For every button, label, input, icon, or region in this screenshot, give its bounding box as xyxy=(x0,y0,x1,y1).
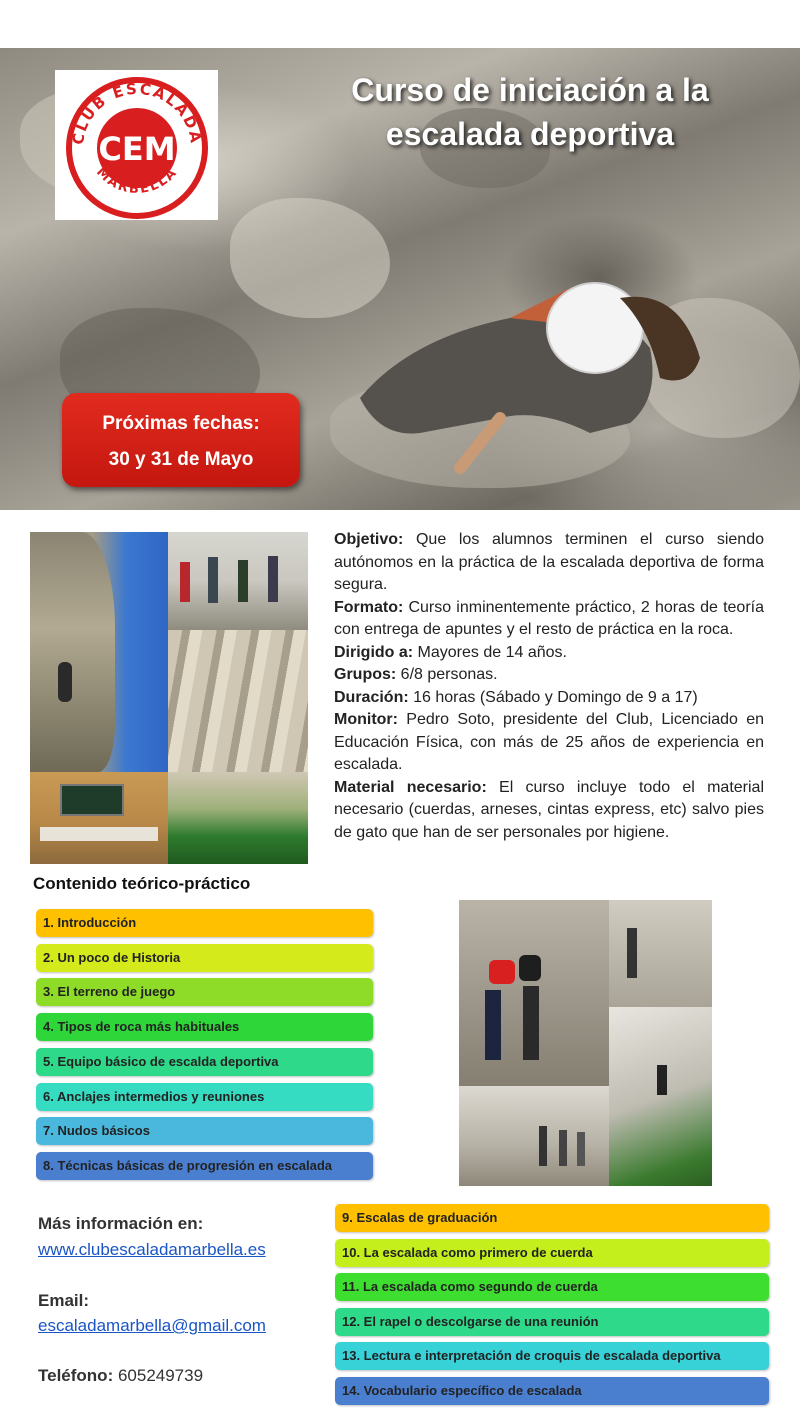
email-link[interactable]: escaladamarbella@gmail.com xyxy=(38,1316,266,1335)
desc-grupos: Grupos: 6/8 personas. xyxy=(334,666,498,683)
logo-center-text: CEM xyxy=(98,130,176,168)
photo-group-briefing xyxy=(168,532,308,630)
topic-item-6: 6. Anclajes intermedios y reuniones xyxy=(36,1083,373,1111)
topic-item-2: 2. Un poco de Historia xyxy=(36,944,373,972)
email-label: Email: xyxy=(38,1291,90,1310)
topic-item-14: 14. Vocabulario específico de escalada xyxy=(335,1377,769,1405)
page-title xyxy=(300,68,760,156)
photo-greenery xyxy=(168,772,308,864)
title-line-1: Curso de iniciación a la xyxy=(351,72,709,108)
title-line-2: escalada deportiva xyxy=(385,116,675,152)
desc-material: Material necesario: El curso incluye todo el material necesario (cuerdas, arneses, cintas express, etc) salvo pies de gato que han de ser personales por higiene. xyxy=(334,778,765,841)
topic-item-1: 1. Introducción xyxy=(36,909,373,937)
dates-badge-line-1: Próximas fechas: xyxy=(102,413,260,434)
course-description xyxy=(334,529,764,844)
desc-objetivo: Objetivo: Que los alumnos terminen el curso siendo autónomos en la práctica de la escalada deportiva de forma segura. xyxy=(334,531,764,593)
topic-item-10: 10. La escalada como primero de cuerda xyxy=(335,1239,769,1267)
website-link[interactable]: www.clubescaladamarbella.es xyxy=(38,1240,266,1259)
desc-formato: Formato: Curso inminentemente práctico, 2 horas de teoría con entrega de apuntes y el resto de práctica en la roca. xyxy=(334,598,764,638)
phone-line: Teléfono: 605249739 xyxy=(38,1366,204,1385)
topic-item-8: 8. Técnicas básicas de progresión en escalada xyxy=(36,1152,373,1180)
hero-banner xyxy=(0,48,800,510)
climber-photo xyxy=(320,218,720,478)
topic-item-4: 4. Tipos de roca más habituales xyxy=(36,1013,373,1041)
photo-rock-wall xyxy=(168,630,308,772)
topic-item-5: 5. Equipo básico de escalda deportiva xyxy=(36,1048,373,1076)
phone-number: 605249739 xyxy=(113,1366,204,1385)
photo-group-wall xyxy=(459,1086,609,1186)
desc-dirigido: Dirigido a: Mayores de 14 años. xyxy=(334,643,567,661)
photo-belay xyxy=(609,900,712,1007)
club-logo xyxy=(55,70,218,220)
topic-item-7: 7. Nudos básicos xyxy=(36,1117,373,1145)
photo-wall-climber xyxy=(609,1007,712,1186)
topic-item-3: 3. El terreno de juego xyxy=(36,978,373,1006)
dates-badge xyxy=(62,393,300,487)
dates-badge-line-2: 30 y 31 de Mayo xyxy=(108,449,254,470)
topic-item-12: 12. El rapel o descolgarse de una reunión xyxy=(335,1308,769,1336)
photo-climbers-pair xyxy=(459,900,609,1086)
info-label: Más información en: xyxy=(38,1214,204,1233)
contenido-title: Contenido teórico-práctico xyxy=(33,874,251,893)
photo-classroom xyxy=(30,772,168,864)
topic-item-9: 9. Escalas de graduación xyxy=(335,1204,769,1232)
photo-cliff-climber xyxy=(30,532,168,772)
topic-item-13: 13. Lectura e interpretación de croquis de escalada deportiva xyxy=(335,1342,769,1370)
logo-ring-bottom-text: MARBELLA xyxy=(93,164,181,198)
logo-ring-top-text: CLUB ESCALADA xyxy=(68,79,206,146)
desc-duracion: Duración: 16 horas (Sábado y Domingo de 9 a 17) xyxy=(334,688,698,706)
topic-item-11: 11. La escalada como segundo de cuerda xyxy=(335,1273,769,1301)
desc-monitor: Monitor: Pedro Soto, presidente del Club, Licenciado en Educación Física, con más de 25 años de experiencia en escalada. xyxy=(334,711,764,773)
